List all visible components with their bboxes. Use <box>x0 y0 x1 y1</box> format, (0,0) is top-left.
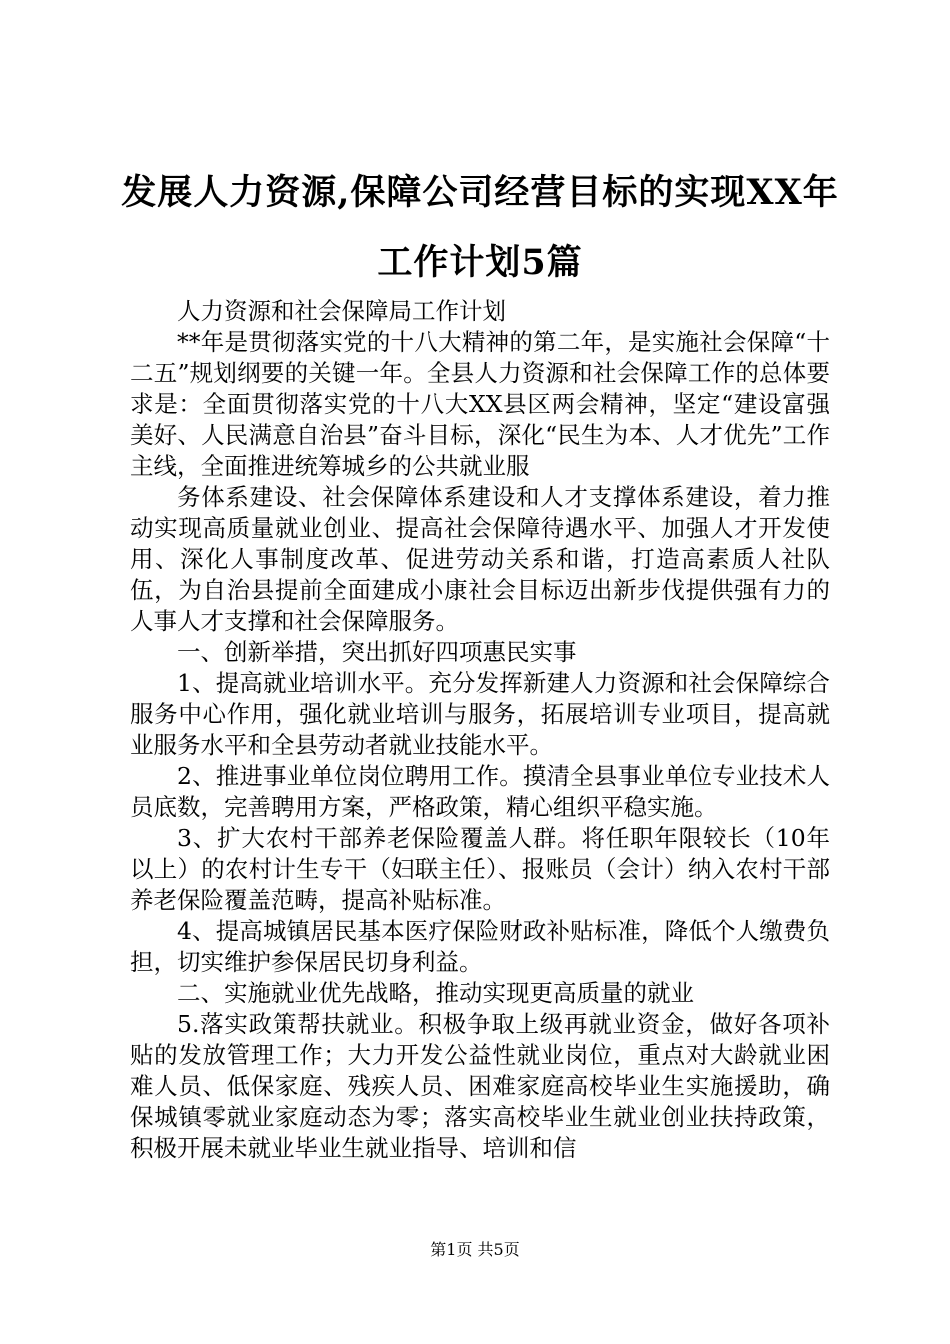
title-line-2: 工作计划5篇 <box>377 242 583 283</box>
paragraph-heading: 人力资源和社会保障局工作计划 <box>177 297 506 325</box>
document-body <box>130 296 830 1164</box>
paragraph: 5.落实政策帮扶就业。积极争取上级再就业资金，做好各项补贴的发放管理工作；大力开发公益性就业岗位，重点对大龄就业困难人员、低保家庭、残疾人员、困难家庭高校毕业生实施援助，确保城镇零就业家庭动态为零；落实高校毕业生就业创业扶持政策，积极开展未就业毕业生就业指导、培训和信 <box>130 1010 830 1162</box>
paragraph: 3、扩大农村干部养老保险覆盖人群。将任职年限较长（10年以上）的农村计生专干（妇联主任）、报账员（会计）纳入农村干部养老保险覆盖范畴，提高补贴标准。 <box>130 824 830 914</box>
title-line-1: 发展人力资源,保障公司经营目标的实现XX年 <box>121 172 839 213</box>
paragraph: 1、提高就业培训水平。充分发挥新建人力资源和社会保障综合服务中心作用，强化就业培训与服务，拓展培训专业项目，提高就业服务水平和全县劳动者就业技能水平。 <box>130 669 830 759</box>
document-title <box>120 158 840 298</box>
section-heading: 二、实施就业优先战略，推动实现更高质量的就业 <box>177 979 694 1007</box>
paragraph: 4、提高城镇居民基本医疗保险财政补贴标准，降低个人缴费负担，切实维护参保居民切身利益。 <box>130 917 830 976</box>
page-footer <box>0 1240 950 1260</box>
paragraph: 2、推进事业单位岗位聘用工作。摸清全县事业单位专业技术人员底数，完善聘用方案，严格政策，精心组织平稳实施。 <box>130 762 830 821</box>
section-heading: 一、创新举措，突出抓好四项惠民实事 <box>177 638 577 666</box>
page-indicator: 第1页 共5页 <box>430 1240 520 1259</box>
paragraph: **年是贯彻落实党的十八大精神的第二年，是实施社会保障“十二五”规划纲要的关键一年。全县人力资源和社会保障工作的总体要求是：全面贯彻落实党的十八大XX县区两会精神，坚定“建设富强美好、人民满意自治县”奋斗目标，深化“民生为本、人才优先”工作主线，全面推进统筹城乡的公共就业服 <box>130 328 830 480</box>
paragraph: 务体系建设、社会保障体系建设和人才支撑体系建设，着力推动实现高质量就业创业、提高社会保障待遇水平、加强人才开发使用、深化人事制度改革、促进劳动关系和谐，打造高素质人社队伍，为自治县提前全面建成小康社会目标迈出新步伐提供强有力的人事人才支撑和社会保障服务。 <box>130 483 830 635</box>
